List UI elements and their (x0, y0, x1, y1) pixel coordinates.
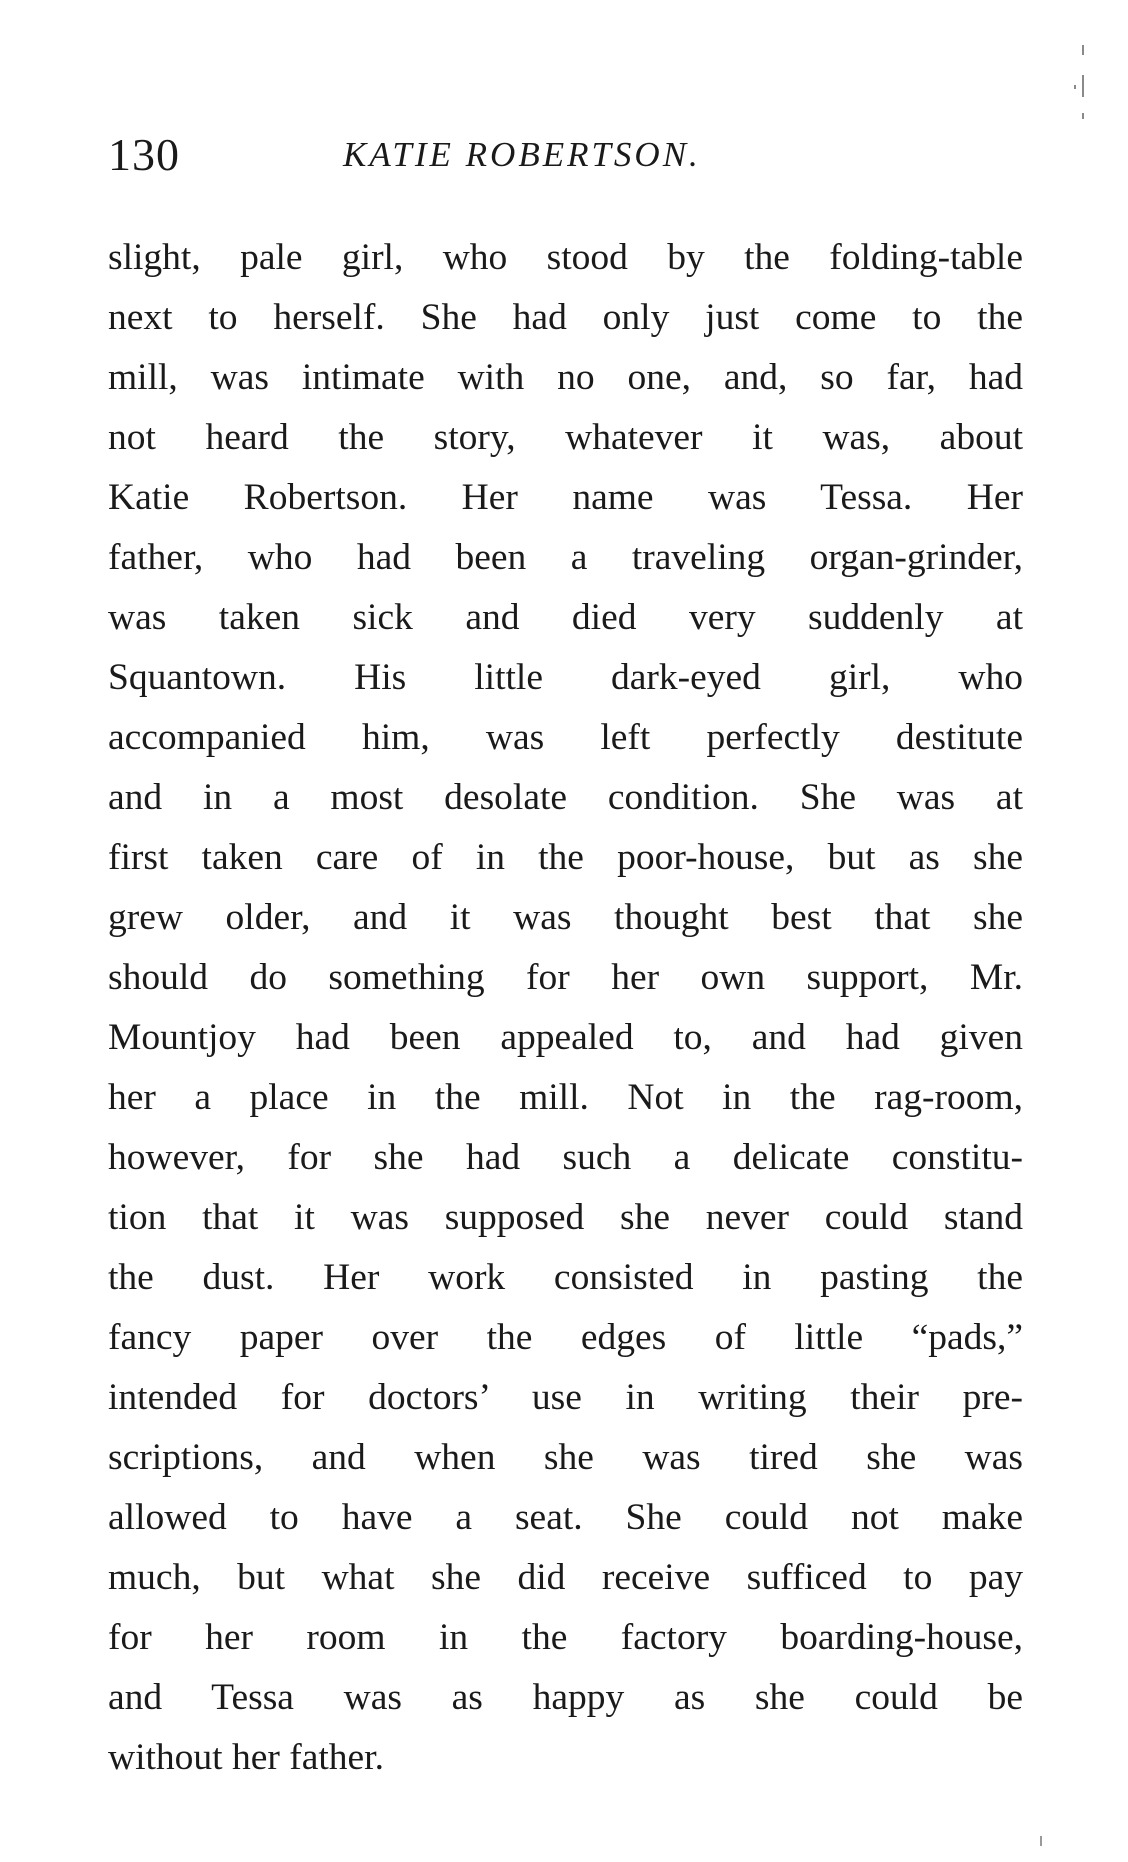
text-line: not heard the story, whatever it was, about (108, 417, 1023, 458)
text-line: however, for she had such a delicate constitu- (108, 1137, 1023, 1178)
text-line: Mountjoy had been appealed to, and had given (108, 1017, 1023, 1058)
text-line: grew older, and it was thought best that she (108, 897, 1023, 938)
running-title: KATIE ROBERTSON. (343, 135, 701, 174)
text-line: accompanied him, was left perfectly destitute (108, 717, 1023, 758)
text-line: the dust. Her work consisted in pasting the (108, 1257, 1023, 1298)
text-line: next to herself. She had only just come to the (108, 297, 1023, 338)
text-line: and Tessa was as happy as she could be (108, 1677, 1023, 1718)
text-line: her a place in the mill. Not in the rag-room, (108, 1077, 1023, 1118)
text-line: Katie Robertson. Her name was Tessa. Her (108, 477, 1023, 518)
text-line: first taken care of in the poor-house, but as she (108, 837, 1023, 878)
body-text (108, 228, 1023, 1788)
page-number: 130 (108, 129, 180, 180)
text-line: for her room in the factory boarding-house, (108, 1617, 1023, 1658)
text-line: was taken sick and died very suddenly at (108, 597, 1023, 638)
text-line: Squantown. His little dark-eyed girl, who (108, 657, 1023, 698)
bottom-speck (1040, 1836, 1042, 1846)
text-line: fancy paper over the edges of little “pads,” (108, 1317, 1023, 1358)
text-line: scriptions, and when she was tired she was (108, 1437, 1023, 1478)
text-line: tion that it was supposed she never could stand (108, 1197, 1023, 1238)
text-line: slight, pale girl, who stood by the folding-table (108, 237, 1023, 278)
text-line: intended for doctors’ use in writing their pre- (108, 1377, 1023, 1418)
text-line: father, who had been a traveling organ-grinder, (108, 537, 1023, 578)
text-line: allowed to have a seat. She could not make (108, 1497, 1023, 1538)
text-line: and in a most desolate condition. She was at (108, 777, 1023, 818)
running-head (108, 125, 1028, 185)
text-line: should do something for her own support, Mr. (108, 957, 1023, 998)
text-line: without her father. (108, 1737, 384, 1778)
text-line: much, but what she did receive sufficed to pay (108, 1557, 1023, 1598)
margin-specks (1072, 45, 1086, 145)
text-line: mill, was intimate with no one, and, so far, had (108, 357, 1023, 398)
